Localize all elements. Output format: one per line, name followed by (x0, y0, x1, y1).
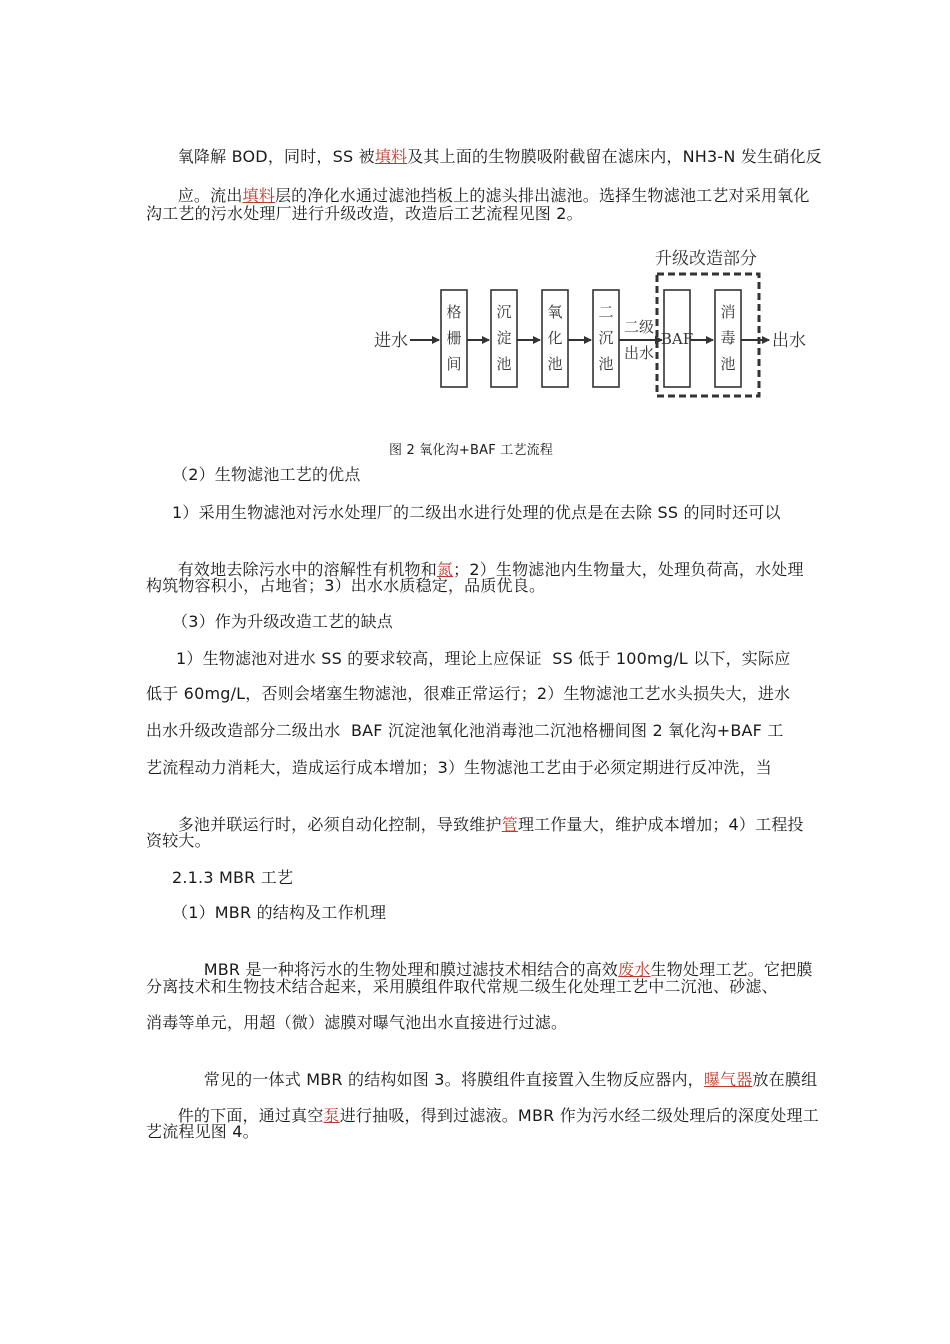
box-label: 池 (720, 355, 736, 373)
secondary-effluent-label: 二级 (623, 318, 655, 336)
box-label: 二 (598, 303, 614, 321)
text: 进行抽吸，得到过滤液。MBR 作为污水经二级处理后的深度处理工 (339, 1106, 819, 1125)
text: 及其上面的生物膜吸附截留在滤床内，NH3-N 发生硝化反 (407, 147, 822, 166)
box-label: 化 (547, 329, 563, 347)
text: 氧降解 BOD，同时，SS 被 (177, 147, 375, 166)
box-label: 消 (720, 303, 736, 321)
text: 低于 60mg/L，否则会堵塞生物滤池，很难正常运行；2）生物滤池工艺水头损失大，进水 (146, 684, 791, 703)
figure-caption: 图 2 氧化沟+BAF 工艺流程 (389, 443, 554, 458)
box-label: 池 (496, 355, 512, 373)
text: 资较大。 (146, 831, 211, 850)
link-feishui[interactable]: 废水 (618, 960, 651, 979)
box-label: 格 (446, 303, 462, 321)
section-heading: （2）生物滤池工艺的优点 (172, 465, 361, 484)
text: 生物处理工艺。它把膜 (650, 960, 813, 979)
box-label: 毒 (720, 329, 736, 347)
text: 艺流程动力消耗大，造成运行成本增加；3）生物滤池工艺由于必须定期进行反冲洗，当 (146, 758, 772, 777)
text: 艺流程见图 4。 (146, 1122, 259, 1141)
box-label: 池 (547, 355, 563, 373)
text: 出水升级改造部分二级出水 BAF 沉淀池氧化池消毒池二沉池格栅间图 2 氧化沟+BAF 工 (146, 721, 784, 740)
box-label: 间 (446, 355, 462, 373)
text: 1）生物滤池对进水 SS 的要求较高，理论上应保证 SS 低于 100mg/L 以下，实际应 (176, 649, 791, 668)
text: 构筑物容积小，占地省；3）出水水质稳定，品质优良。 (146, 576, 546, 595)
link-dan[interactable]: 氮 (436, 560, 454, 579)
text: 1）采用生物滤池对污水处理厂的二级出水进行处理的优点是在去除 SS 的同时还可以 (172, 503, 781, 522)
link-tianliao[interactable]: 填料 (374, 147, 408, 166)
box-label: 池 (598, 355, 614, 373)
text: 放在膜组 (752, 1070, 818, 1089)
box-label: 氧 (547, 303, 563, 321)
box-label: 沉 (598, 329, 614, 347)
secondary-effluent-label: 出水 (623, 344, 655, 362)
text: 应。流出 (177, 186, 243, 205)
text: 沟工艺的污水处理厂进行升级改造，改造后工艺流程见图 2。 (146, 204, 583, 223)
text: 层的净化水通过滤池挡板上的滤头排出滤池。选择生物滤池工艺对采用氧化 (274, 186, 810, 205)
text: 分离技术和生物技术结合起来，采用膜组件取代常规二级生化处理工艺中二沉池、砂滤、 (146, 977, 778, 996)
box-label: 栅 (446, 329, 462, 347)
section-heading: 2.1.3 MBR 工艺 (172, 868, 294, 887)
subsection-heading: （1）MBR 的结构及工作机理 (172, 903, 387, 922)
text: 多池并联运行时，必须自动化控制，导致维护 (177, 815, 502, 834)
outlet-label: 出水 (772, 331, 806, 351)
link-baoqiqi[interactable]: 曝气器 (703, 1070, 753, 1089)
box-label: 淀 (496, 329, 512, 347)
text: 常见的一体式 MBR 的结构如图 3。将膜组件直接置入生物反应器内， (203, 1070, 704, 1089)
inlet-label: 进水 (374, 331, 408, 351)
text: 件的下面，通过真空 (177, 1106, 324, 1125)
section-heading: （3）作为升级改造工艺的缺点 (172, 612, 393, 631)
text: 消毒等单元，用超（微）滤膜对曝气池出水直接进行过滤。 (146, 1013, 568, 1032)
link-guan[interactable]: 管 (501, 815, 518, 834)
box-label: 沉 (496, 303, 512, 321)
upgrade-section-label: 升级改造部分 (655, 249, 757, 269)
link-beng[interactable]: 泵 (323, 1106, 340, 1125)
box-label: BAF (660, 330, 694, 348)
text: ；2）生物滤池内生物量大，处理负荷高，水处理 (453, 560, 804, 579)
text: 有效地去除污水中的溶解性有机物和 (177, 560, 437, 579)
process-flow-diagram (360, 236, 820, 408)
text: 理工作量大，维护成本增加；4）工程投 (517, 815, 804, 834)
link-tianliao[interactable]: 填料 (242, 186, 275, 205)
text: MBR 是一种将污水的生物处理和膜过滤技术相结合的高效 (203, 960, 619, 979)
